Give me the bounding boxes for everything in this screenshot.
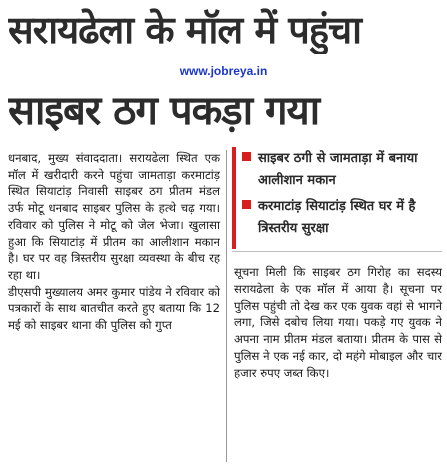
- left-paragraph-1: धनबाद, मुख्य संवाददाता। सरायढेला स्थित एक मॉल में खरीदारी करने पहुंचा जामताड़ा करमाटांड़ स्थित सियाटांड़ निवासी साइबर ठग प्रीतम मंडल उर्फ मोटू धनबाद साइबर पुलिस के हत्थे चढ़ गया। रविवार को पुलिस ने मोटू को जेल भेजा। खुलासा हुआ कि सियाटांड़ में प्रीतम का आलीशान मकान है। घर पर वह त्रिस्तरीय सुरक्षा व्यवस्था के बीच रह रहा था।: [8, 151, 220, 282]
- highlight-text-1: साइबर ठगी से जामताड़ा में बनाया आलीशान मकान: [258, 151, 418, 188]
- left-paragraph-2: डीएसपी मुख्यालय अमर कुमार पांडेय ने रविवार को पत्रकारों के साथ बातचीत करते हुए बताया कि 12 मई को साइबर थाना की पुलिस को गुप्त: [8, 284, 220, 333]
- highlight-box: [232, 147, 442, 249]
- headline-line-1: सरायढेला के मॉल में पहुंचा: [8, 8, 362, 52]
- website-watermark-link[interactable]: www.jobreya.in: [179, 64, 268, 78]
- headline-line-2: साइबर ठग पकड़ा गया: [8, 88, 320, 134]
- square-bullet-icon: [242, 152, 251, 161]
- highlight-separator: [232, 251, 442, 252]
- article-left-column: [8, 150, 220, 334]
- highlight-item-1: [242, 147, 442, 191]
- right-paragraph-1: सूचना मिली कि साइबर ठग गिरोह का सदस्य सरायढेला के एक मॉल में आया है। सूचना पर पुलिस पहुंची तो देख कर एक युवक वहां से भागने लगा, जिसे दबोच लिया गया। पकड़े गए युवक ने अपना नाम प्रीतम मंडल बताया। प्रीतम के पास से पुलिस ने एक नई कार, दो महंगे मोबाइल और चार हजार रुपए जब्त किए।: [234, 265, 442, 380]
- highlight-text-2: करमाटांड़ सियाटांड़ स्थित घर में है त्रिस्तरीय सुरक्षा: [258, 199, 416, 236]
- article-right-column: [234, 264, 442, 382]
- square-bullet-icon: [242, 200, 251, 209]
- highlight-item-2: [242, 195, 442, 239]
- column-divider: [226, 150, 227, 462]
